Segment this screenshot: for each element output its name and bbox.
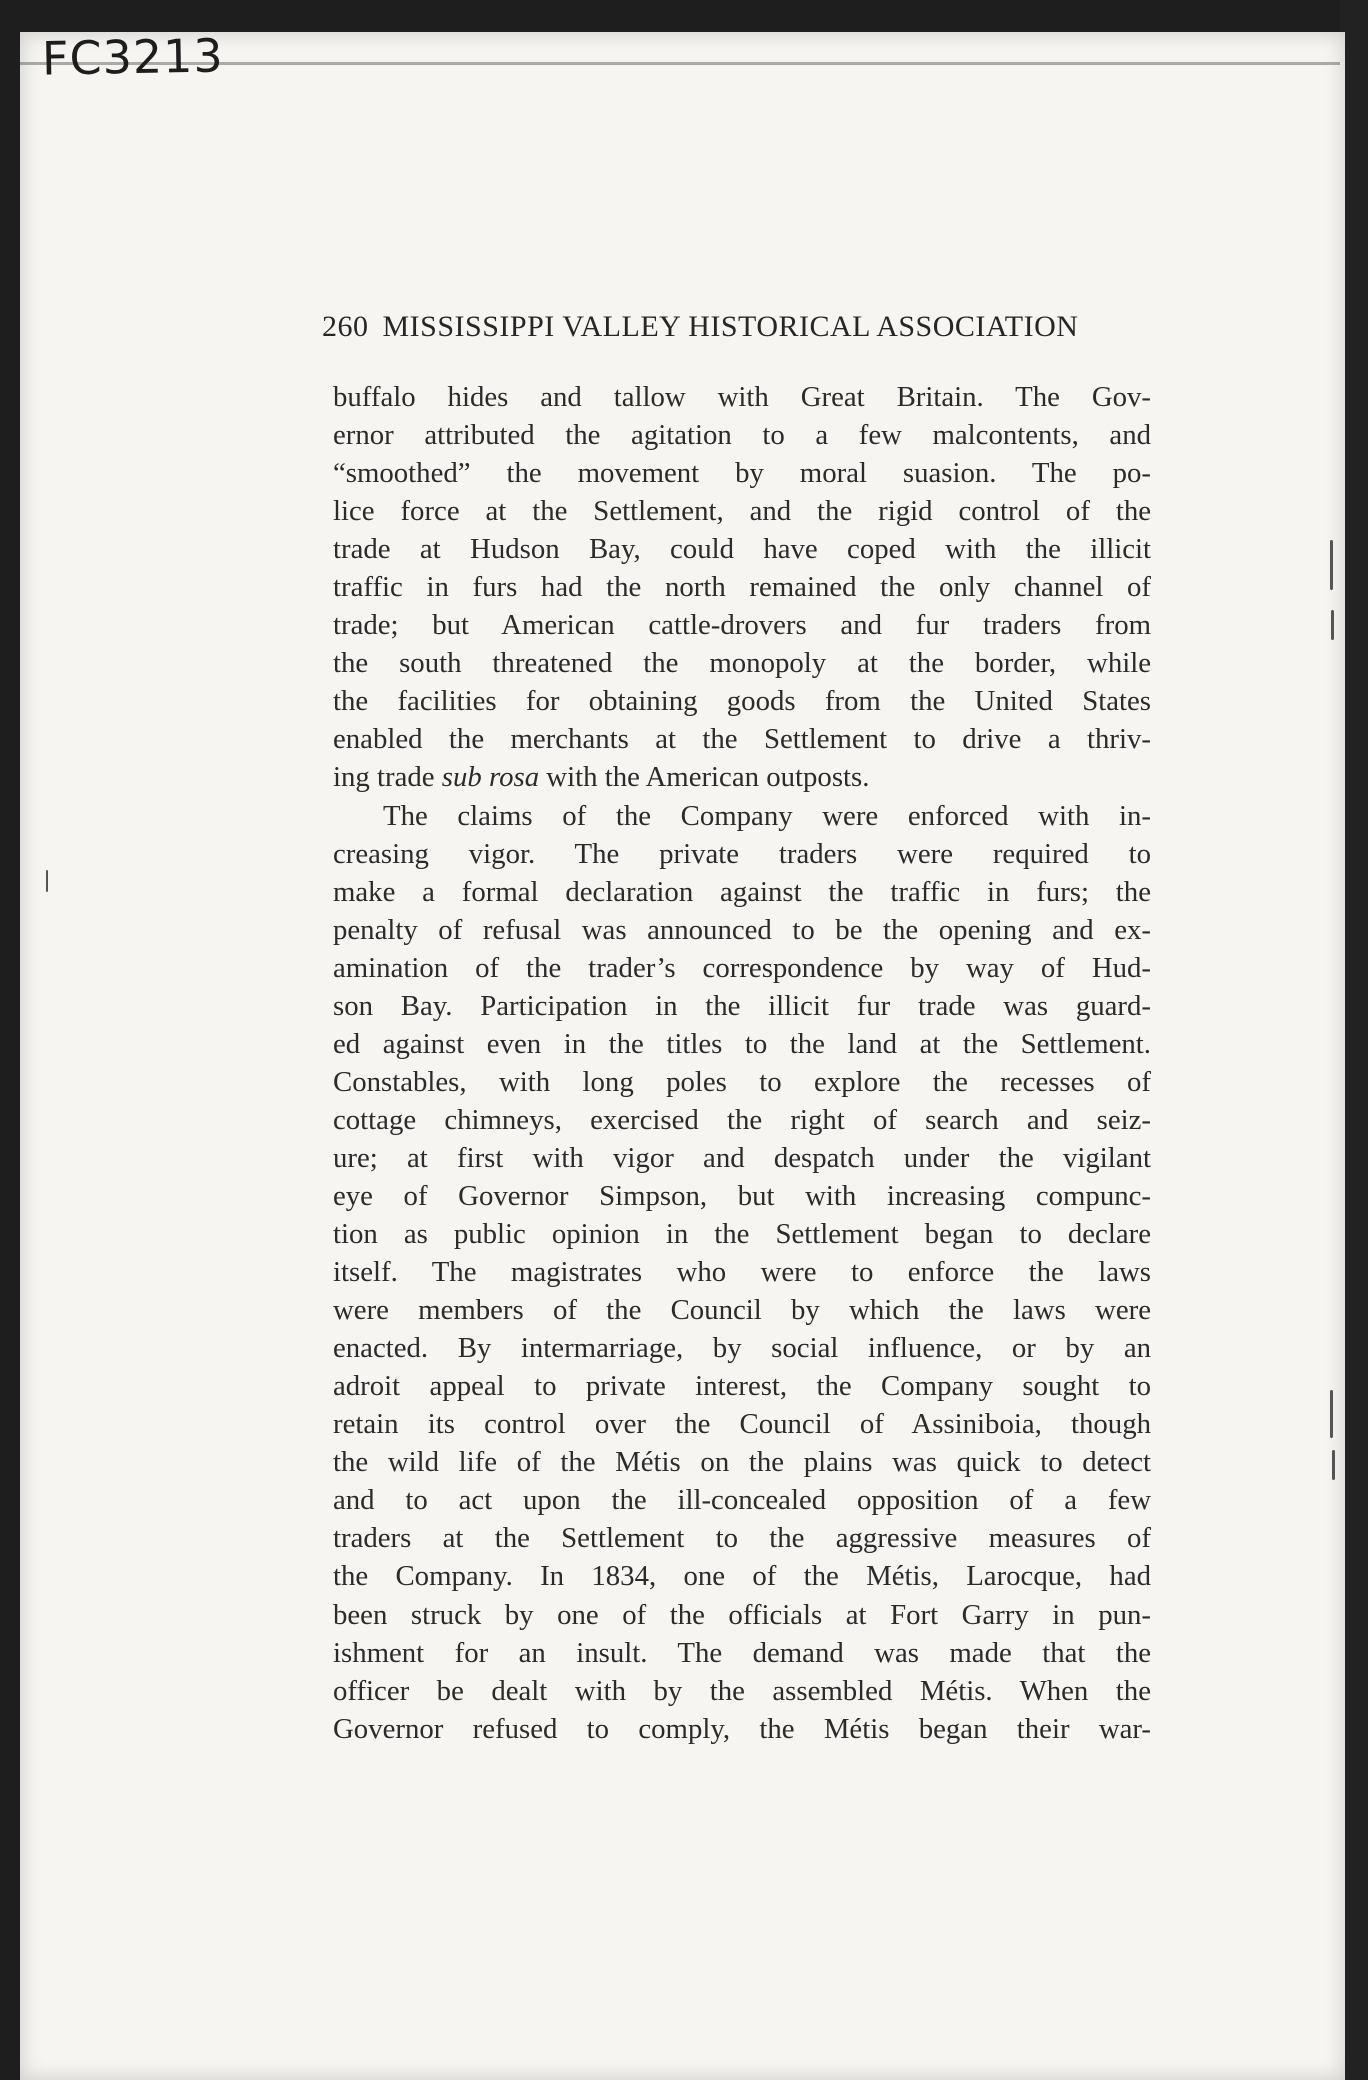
text-line: “smoothed” the movement by moral suasion. The po- xyxy=(333,457,1151,490)
text-line: were members of the Council by which the laws were xyxy=(333,1294,1151,1327)
text-line: enabled the merchants at the Settlement to drive a thriv- xyxy=(333,723,1151,756)
margin-mark xyxy=(1330,540,1333,590)
text-line: retain its control over the Council of Assiniboia, though xyxy=(333,1408,1151,1441)
text-line: penalty of refusal was announced to be the opening and ex- xyxy=(333,913,1151,946)
text-line: make a formal declaration against the traffic in furs; the xyxy=(333,875,1151,908)
text-line: trade; but American cattle-drovers and fur traders from xyxy=(333,609,1151,642)
text-line: the facilities for obtaining goods from the United States xyxy=(333,685,1151,718)
text-line: ure; at first with vigor and despatch under the vigilant xyxy=(333,1141,1151,1174)
margin-mark xyxy=(1330,1390,1333,1438)
text-line: ed against even in the titles to the land at the Settlement. xyxy=(333,1027,1151,1060)
text-line: itself. The magistrates who were to enforce the laws xyxy=(333,1256,1151,1289)
text-line: creasing vigor. The private traders were required to xyxy=(333,837,1151,870)
text-line: ishment for an insult. The demand was made that the xyxy=(333,1636,1151,1669)
margin-mark xyxy=(1331,610,1334,640)
text-line: traders at the Settlement to the aggressive measures of xyxy=(333,1522,1151,1555)
text-line: Constables, with long poles to explore the recesses of xyxy=(333,1065,1151,1098)
text-line: the Company. In 1834, one of the Métis, Larocque, had xyxy=(333,1560,1151,1593)
text-line xyxy=(333,758,1151,796)
text-line: enacted. By intermarriage, by social influence, or by an xyxy=(333,1332,1151,1365)
text-line: amination of the trader’s correspondence by way of Hud- xyxy=(333,951,1151,984)
running-head xyxy=(322,310,1092,344)
text-line: The claims of the Company were enforced with in- xyxy=(383,799,1151,832)
text-line: trade at Hudson Bay, could have coped with the illicit xyxy=(333,533,1151,566)
text-line: Governor refused to comply, the Métis began their war- xyxy=(333,1712,1151,1745)
text-line: the south threatened the monopoly at the border, while xyxy=(333,647,1151,680)
italic-phrase: sub rosa xyxy=(441,761,540,794)
text-run: with the American outposts. xyxy=(539,761,870,794)
text-line: and to act upon the ill-concealed opposition of a few xyxy=(333,1484,1151,1517)
text-line: traffic in furs had the north remained the only channel of xyxy=(333,571,1151,604)
text-line: tion as public opinion in the Settlement began to declare xyxy=(333,1218,1151,1251)
text-line: the wild life of the Métis on the plains was quick to detect xyxy=(333,1446,1151,1479)
catalog-mark: FC3213 xyxy=(41,28,225,86)
text-line: adroit appeal to private interest, the Company sought to xyxy=(333,1370,1151,1403)
margin-mark xyxy=(1332,1450,1335,1480)
text-line: buffalo hides and tallow with Great Britain. The Gov- xyxy=(333,381,1151,413)
text-line: eye of Governor Simpson, but with increasing compunc- xyxy=(333,1179,1151,1212)
running-head-title: MISSISSIPPI VALLEY HISTORICAL ASSOCIATION xyxy=(382,310,1079,343)
text-run: ing trade xyxy=(333,761,442,794)
text-line: officer be dealt with by the assembled Métis. When the xyxy=(333,1674,1151,1707)
text-line: cottage chimneys, exercised the right of search and seiz- xyxy=(333,1103,1151,1136)
body-text xyxy=(333,378,1151,1748)
text-line: lice force at the Settlement, and the rigid control of the xyxy=(333,495,1151,528)
margin-mark xyxy=(46,870,48,892)
text-line: ernor attributed the agitation to a few malcontents, and xyxy=(333,419,1151,452)
text-line: been struck by one of the officials at Fort Garry in pun- xyxy=(333,1598,1151,1631)
text-line: son Bay. Participation in the illicit fur trade was guard- xyxy=(333,989,1151,1022)
page-number: 260 xyxy=(322,310,369,343)
